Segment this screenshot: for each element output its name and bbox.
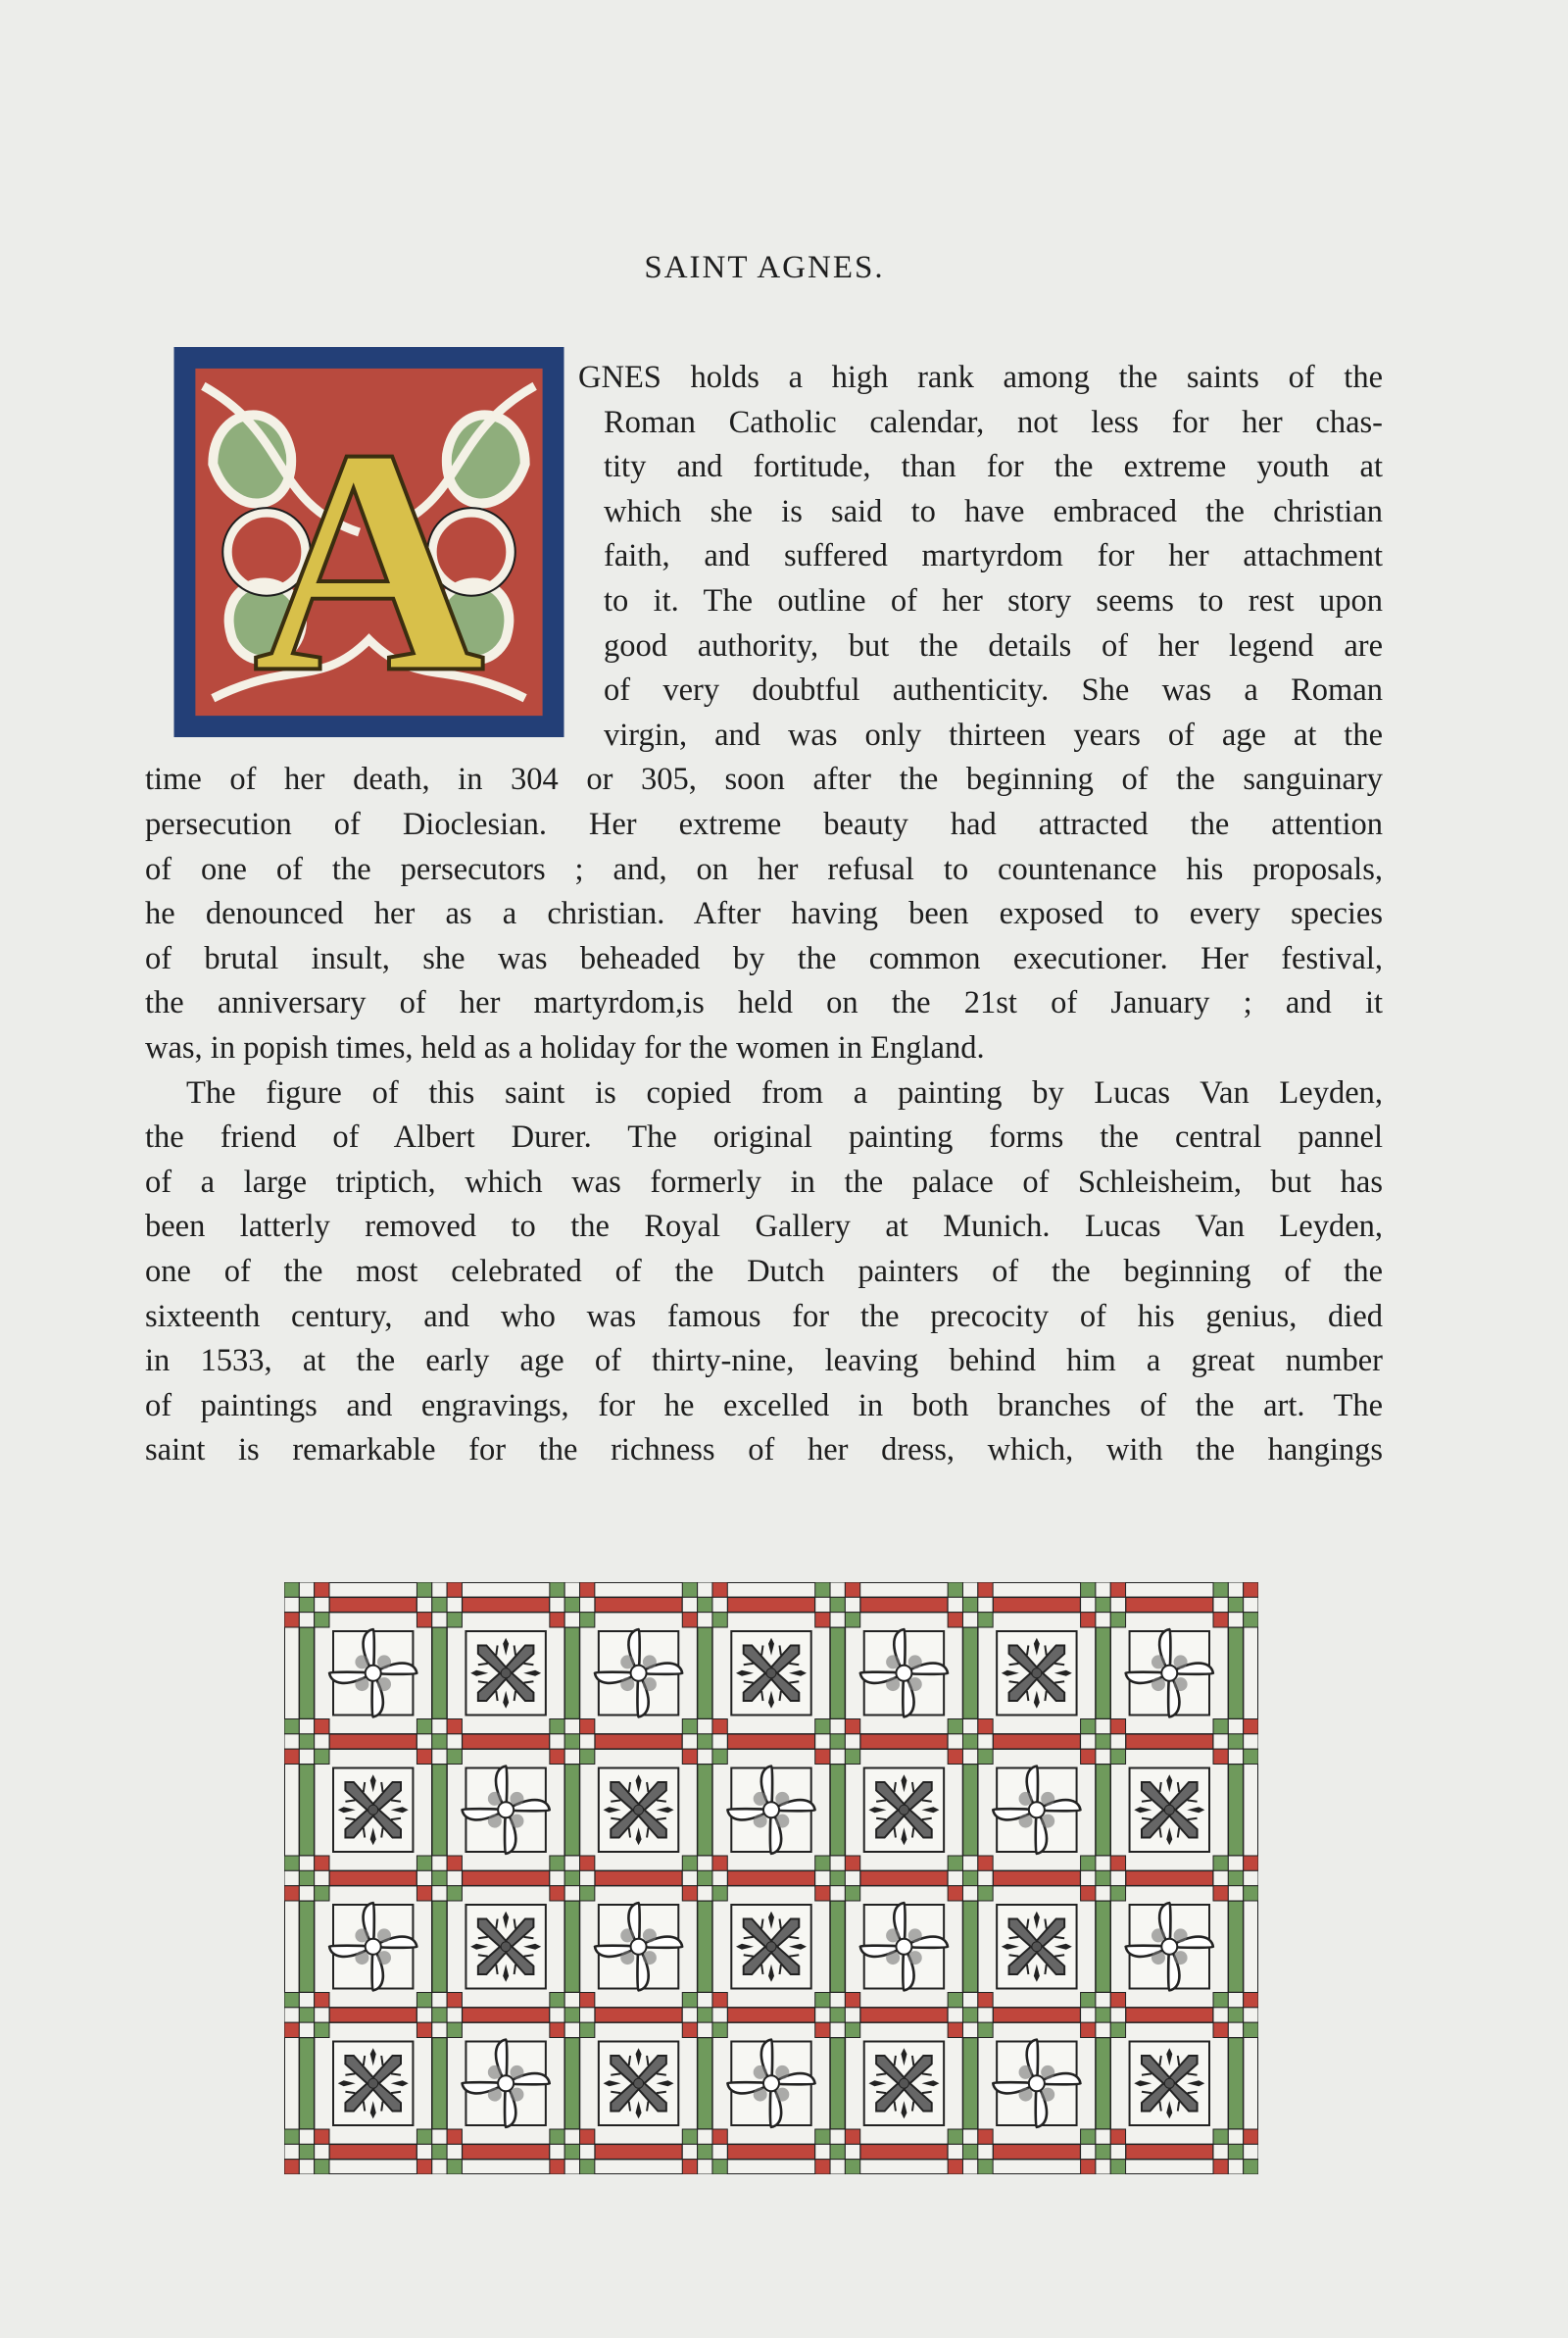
red-band bbox=[993, 1597, 1080, 1612]
cross-leaf-tile bbox=[599, 1768, 678, 1853]
green-band bbox=[564, 2038, 579, 2130]
text-line: the anniversary of her martyrdom,is held on the 21st of January ; and it bbox=[145, 985, 1383, 1021]
red-band bbox=[993, 2008, 1080, 2022]
green-band bbox=[698, 1901, 712, 1993]
red-band bbox=[1126, 2008, 1213, 2022]
flower-tile bbox=[726, 1765, 816, 1855]
flower-tile bbox=[328, 1902, 418, 1992]
cross-leaf-tile bbox=[864, 1768, 944, 1853]
red-band bbox=[329, 2008, 416, 2022]
green-band bbox=[299, 1627, 314, 1719]
text-line: of one of the persecutors ; and, on her refusal to countenance his proposals, bbox=[145, 851, 1383, 887]
text-line: GNES holds a high rank among the saints of the bbox=[578, 360, 1383, 395]
green-band bbox=[299, 2038, 314, 2130]
red-band bbox=[595, 2144, 682, 2159]
green-band bbox=[962, 1765, 977, 1857]
text-line: time of her death, in 304 or 305, soon after the beginning of the sanguinary bbox=[145, 762, 1383, 798]
cross-leaf-tile bbox=[599, 2042, 678, 2126]
text-line: The figure of this saint is copied from a painting by Lucas Van Leyden, bbox=[186, 1074, 1383, 1111]
green-band bbox=[1096, 1901, 1110, 1993]
green-band bbox=[698, 2038, 712, 2130]
red-band bbox=[329, 1734, 416, 1749]
red-band bbox=[1126, 1734, 1213, 1749]
flower-tile bbox=[1124, 1628, 1214, 1718]
red-band bbox=[860, 1734, 948, 1749]
green-band bbox=[698, 1765, 712, 1857]
text-line: of paintings and engravings, for he excelled in both branches of the art. The bbox=[145, 1387, 1383, 1423]
cross-leaf-tile bbox=[466, 1631, 545, 1716]
red-band bbox=[860, 2144, 948, 2159]
green-band bbox=[830, 2038, 845, 2130]
text-line: saint is remarkable for the richness of her dress, which, with the hangings bbox=[145, 1432, 1383, 1468]
green-band bbox=[432, 1627, 447, 1719]
red-band bbox=[860, 2008, 948, 2022]
green-band bbox=[1096, 1627, 1110, 1719]
green-band bbox=[962, 2038, 977, 2130]
flower-tile bbox=[992, 1765, 1082, 1855]
cross-leaf-tile bbox=[333, 2042, 413, 2126]
page-title: SAINT AGNES. bbox=[644, 250, 885, 285]
text-line: to it. The outline of her story seems to rest upon bbox=[604, 583, 1383, 619]
red-band bbox=[727, 1597, 814, 1612]
red-band bbox=[1126, 1870, 1213, 1885]
green-band bbox=[962, 1901, 977, 1993]
green-band bbox=[1228, 2038, 1243, 2130]
green-band bbox=[962, 1627, 977, 1719]
red-band bbox=[860, 1870, 948, 1885]
text-line: of brutal insult, she was beheaded by the common executioner. Her festival, bbox=[145, 940, 1383, 976]
green-band bbox=[830, 1627, 845, 1719]
red-band bbox=[462, 1734, 549, 1749]
text-line: of very doubtful authenticity. She was a Roman bbox=[604, 672, 1383, 709]
green-band bbox=[299, 1765, 314, 1857]
red-band bbox=[727, 2008, 814, 2022]
green-band bbox=[564, 1765, 579, 1857]
green-band bbox=[830, 1765, 845, 1857]
red-band bbox=[329, 2144, 416, 2159]
red-band bbox=[329, 1597, 416, 1612]
text-line: the friend of Albert Durer. The original painting forms the central pannel bbox=[145, 1119, 1383, 1156]
cross-leaf-tile bbox=[731, 1905, 810, 1989]
red-band bbox=[1126, 2144, 1213, 2159]
cross-leaf-tile bbox=[1130, 1768, 1209, 1853]
green-band bbox=[432, 1765, 447, 1857]
drop-cap-letter: A bbox=[252, 382, 486, 737]
text-line: tity and fortitude, than for the extreme youth at bbox=[604, 449, 1383, 485]
green-band bbox=[1228, 1627, 1243, 1719]
red-band bbox=[595, 2008, 682, 2022]
flower-tile bbox=[593, 1628, 683, 1718]
green-band bbox=[1228, 1901, 1243, 1993]
flower-tile bbox=[992, 2038, 1082, 2128]
flower-tile bbox=[726, 2038, 816, 2128]
red-band bbox=[595, 1597, 682, 1612]
green-band bbox=[564, 1901, 579, 1993]
text-line: one of the most celebrated of the Dutch painters of the beginning of the bbox=[145, 1254, 1383, 1289]
text-line: Roman Catholic calendar, not less for her chas- bbox=[604, 404, 1383, 440]
red-band bbox=[595, 1734, 682, 1749]
text-line: sixteenth century, and who was famous for the precocity of his genius, died bbox=[145, 1298, 1383, 1334]
red-band bbox=[727, 1870, 814, 1885]
red-band bbox=[595, 1870, 682, 1885]
text-line: of a large triptich, which was formerly in the palace of Schleisheim, but has bbox=[145, 1164, 1383, 1200]
flower-tile bbox=[461, 1765, 551, 1855]
red-band bbox=[462, 2008, 549, 2022]
text-line: been latterly removed to the Royal Gallery at Munich. Lucas Van Leyden, bbox=[145, 1209, 1383, 1245]
red-band bbox=[727, 2144, 814, 2159]
text-line: persecution of Dioclesian. Her extreme beauty had attracted the attention bbox=[145, 807, 1383, 842]
cross-leaf-tile bbox=[1130, 2042, 1209, 2126]
green-band bbox=[698, 1627, 712, 1719]
flower-tile bbox=[1124, 1902, 1214, 1992]
red-band bbox=[993, 1870, 1080, 1885]
green-band bbox=[432, 1901, 447, 1993]
text-line: which she is said to have embraced the christian bbox=[604, 493, 1383, 529]
red-band bbox=[462, 1870, 549, 1885]
text-line: in 1533, at the early age of thirty-nine, leaving behind him a great number bbox=[145, 1343, 1383, 1379]
flower-tile bbox=[461, 2038, 551, 2128]
red-band bbox=[462, 1597, 549, 1612]
cross-leaf-tile bbox=[997, 1905, 1076, 1989]
cross-leaf-tile bbox=[466, 1905, 545, 1989]
text-line: was, in popish times, held as a holiday for the women in England. bbox=[145, 1030, 985, 1066]
flower-tile bbox=[328, 1628, 418, 1718]
cross-leaf-tile bbox=[333, 1768, 413, 1853]
green-band bbox=[299, 1901, 314, 1993]
red-band bbox=[993, 1734, 1080, 1749]
illuminated-initial-a bbox=[172, 347, 566, 737]
decorative-tile-pattern bbox=[284, 1582, 1258, 2174]
flower-tile bbox=[858, 1902, 949, 1992]
green-band bbox=[564, 1627, 579, 1719]
text-line: he denounced her as a christian. After having been exposed to every species bbox=[145, 896, 1383, 932]
red-band bbox=[1126, 1597, 1213, 1612]
red-band bbox=[727, 1734, 814, 1749]
green-band bbox=[830, 1901, 845, 1993]
green-band bbox=[1096, 1765, 1110, 1857]
text-line: faith, and suffered martyrdom for her attachment bbox=[604, 538, 1383, 574]
flower-tile bbox=[593, 1902, 683, 1992]
green-band bbox=[1096, 2038, 1110, 2130]
cross-leaf-tile bbox=[864, 2042, 944, 2126]
red-band bbox=[860, 1597, 948, 1612]
red-band bbox=[993, 2144, 1080, 2159]
text-line: good authority, but the details of her legend are bbox=[604, 627, 1383, 664]
red-band bbox=[329, 1870, 416, 1885]
green-band bbox=[1228, 1765, 1243, 1857]
cross-leaf-tile bbox=[731, 1631, 810, 1716]
cross-leaf-tile bbox=[997, 1631, 1076, 1716]
red-band bbox=[462, 2144, 549, 2159]
text-line: virgin, and was only thirteen years of age at the bbox=[604, 717, 1383, 753]
flower-tile bbox=[858, 1628, 949, 1718]
green-band bbox=[432, 2038, 447, 2130]
